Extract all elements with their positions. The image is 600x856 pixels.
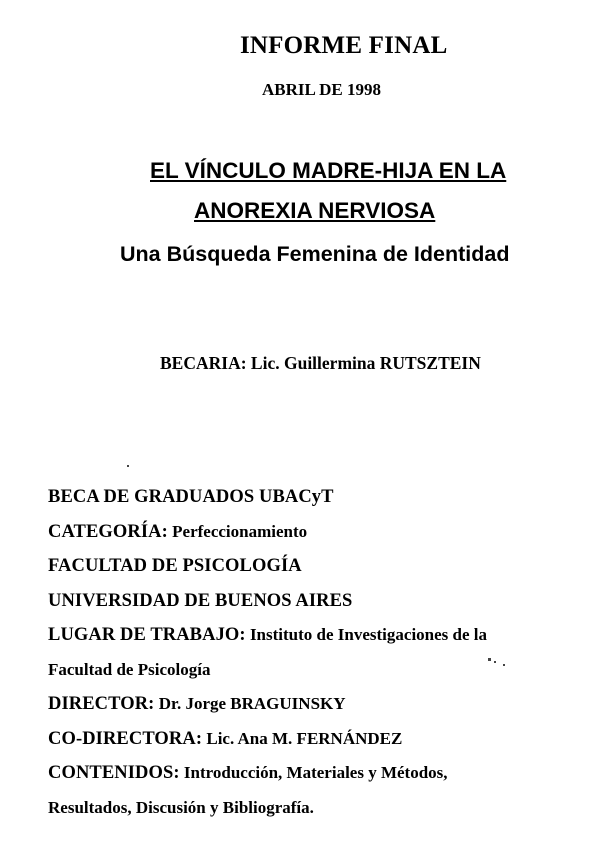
- contents-label: CONTENIDOS:: [48, 763, 180, 783]
- category-value: Perfeccionamiento: [172, 521, 308, 541]
- university-line: [48, 591, 588, 626]
- university-text: UNIVERSIDAD DE BUENOS AIRES: [48, 590, 353, 611]
- thesis-title-line1: EL VÍNCULO MADRE-HIJA EN LA: [150, 158, 507, 183]
- director-label: DIRECTOR:: [48, 694, 155, 714]
- director-line: [48, 694, 588, 729]
- fellow-name: Lic. Guillermina RUTSZTEIN: [250, 353, 481, 373]
- category-line: [48, 522, 588, 557]
- codirector-value: Lic. Ana M. FERNÁNDEZ: [206, 728, 403, 748]
- fellow-line: [160, 353, 481, 374]
- codirector-line: [48, 729, 588, 764]
- report-title: INFORME FINAL: [240, 32, 448, 59]
- thesis-subtitle: Una Búsqueda Femenina de Identidad: [120, 242, 510, 266]
- contents-cont: Resultados, Discusión y Bibliografía.: [48, 797, 314, 817]
- faculty-line: [48, 556, 588, 591]
- contents-value: Introducción, Materiales y Métodos,: [183, 763, 448, 782]
- workplace-value: Instituto de Investigaciones de la: [249, 625, 488, 644]
- codirector-label: CO-DIRECTORA:: [48, 728, 203, 749]
- workplace-cont-line: [48, 660, 588, 695]
- scan-speck: [494, 661, 496, 663]
- info-block: [48, 487, 588, 832]
- scan-speck: [488, 658, 491, 661]
- category-label: CATEGORÍA:: [48, 521, 168, 542]
- workplace-label: LUGAR DE TRABAJO:: [48, 625, 246, 645]
- director-value: Dr. Jorge BRAGUINSKY: [158, 694, 346, 713]
- thesis-title-line2: ANOREXIA NERVIOSA: [194, 198, 436, 223]
- contents-line: [48, 763, 588, 798]
- workplace-cont: Facultad de Psicología: [48, 659, 211, 679]
- fellow-label: BECARIA:: [160, 353, 247, 373]
- scan-speck: [127, 465, 129, 467]
- grant-line: [48, 487, 588, 522]
- scan-speck: [503, 664, 505, 666]
- contents-cont-line: [48, 798, 588, 833]
- grant-text: BECA DE GRADUADOS UBACyT: [48, 487, 334, 507]
- report-date: ABRIL DE 1998: [262, 80, 382, 99]
- faculty-text: FACULTAD DE PSICOLOGÍA: [48, 556, 302, 576]
- workplace-line: [48, 625, 588, 660]
